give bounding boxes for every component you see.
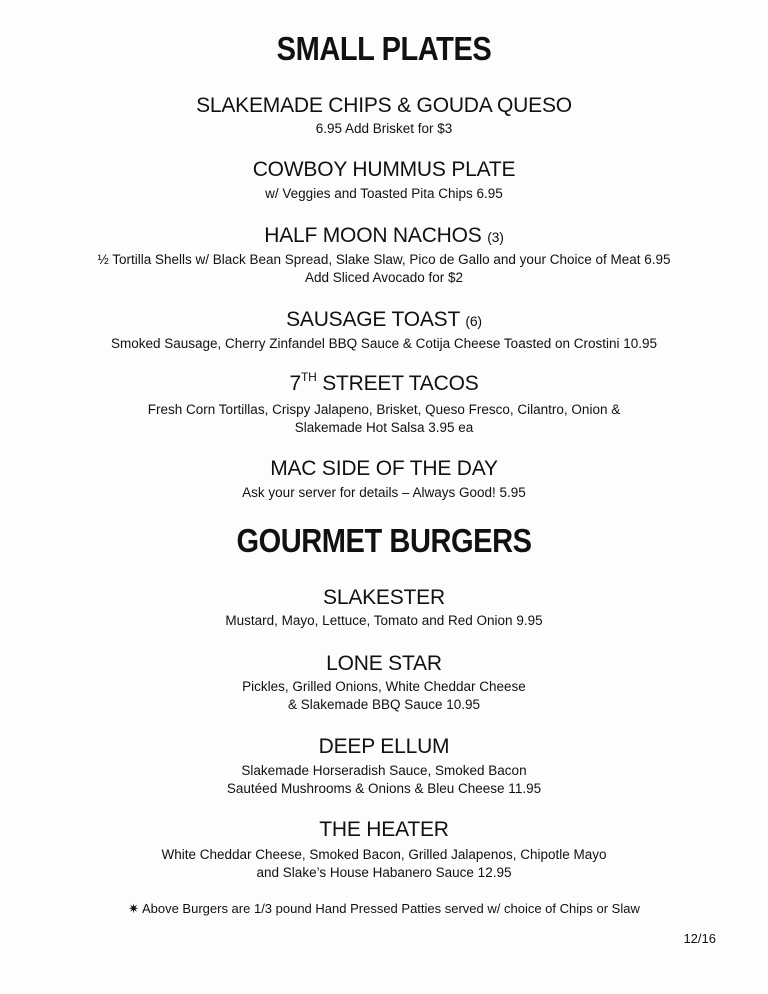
item-desc-deep-ellum-2: Sautéed Mushrooms & Onions & Bleu Cheese 11.95 (226, 781, 542, 796)
item-name-sausage-toast (0, 308, 768, 332)
footnote-text: Above Burgers are 1/3 pound Hand Pressed Patties served w/ choice of Chips or Slaw (141, 901, 640, 916)
item-title: HALF MOON NACHOS (264, 224, 482, 247)
item-desc-street-tacos-1: Fresh Corn Tortillas, Crispy Jalapeno, Brisket, Queso Fresco, Cilantro, Onion & (147, 402, 621, 417)
item-desc-half-moon-nachos-1: ½ Tortilla Shells w/ Black Bean Spread, Slake Slaw, Pico de Gallo and your Choice of Meat 6.95 (97, 252, 671, 267)
item-desc-street-tacos-2: Slakemade Hot Salsa 3.95 ea (294, 420, 474, 435)
item-desc-the-heater-2: and Slake’s House Habanero Sauce 12.95 (256, 865, 512, 880)
item-desc-lone-star-2: & Slakemade BBQ Sauce 10.95 (287, 697, 481, 712)
item-title-superscript: TH (300, 370, 317, 384)
item-desc-deep-ellum-1: Slakemade Horseradish Sauce, Smoked Bacon (241, 763, 527, 778)
item-desc-the-heater-1: White Cheddar Cheese, Smoked Bacon, Grilled Jalapenos, Chipotle Mayo (161, 847, 607, 862)
item-name-mac-side: MAC SIDE OF THE DAY (270, 457, 498, 480)
item-quantity: (3) (487, 229, 504, 245)
item-name-cowboy-hummus: COWBOY HUMMUS PLATE (252, 158, 516, 181)
item-desc-mac-side: Ask your server for details – Always Good! 5.95 (242, 485, 526, 500)
item-name-street-tacos (0, 372, 768, 396)
item-name-lone-star: LONE STAR (326, 652, 442, 675)
item-desc-sausage-toast: Smoked Sausage, Cherry Zinfandel BBQ Sauce & Cotija Cheese Toasted on Crostini 10.95 (110, 336, 658, 351)
item-title: SAUSAGE TOAST (286, 308, 460, 331)
item-desc-cowboy-hummus: w/ Veggies and Toasted Pita Chips 6.95 (265, 186, 503, 201)
section-title-gourmet-burgers: GOURMET BURGERS (236, 522, 532, 559)
item-desc-lone-star-1: Pickles, Grilled Onions, White Cheddar Cheese (242, 679, 526, 694)
item-name-the-heater: THE HEATER (319, 818, 449, 841)
item-name-half-moon-nachos (0, 224, 768, 248)
item-desc-half-moon-nachos-2: Add Sliced Avocado for $2 (304, 270, 464, 285)
menu-date: 12/16 (683, 931, 716, 946)
item-quantity: (6) (465, 313, 482, 329)
item-name-deep-ellum: DEEP ELLUM (318, 735, 450, 758)
asterisk-icon: ✷ (128, 901, 140, 916)
section-title-small-plates: SMALL PLATES (276, 30, 492, 67)
item-name-chips-queso: SLAKEMADE CHIPS & GOUDA QUESO (196, 94, 572, 117)
item-title-number: 7 (289, 372, 301, 395)
burger-footnote (0, 901, 768, 917)
item-desc-slakester: Mustard, Mayo, Lettuce, Tomato and Red Onion 9.95 (225, 613, 543, 628)
item-title: STREET TACOS (316, 372, 479, 395)
item-desc-chips-queso: 6.95 Add Brisket for $3 (315, 121, 453, 136)
item-name-slakester: SLAKESTER (323, 586, 445, 609)
